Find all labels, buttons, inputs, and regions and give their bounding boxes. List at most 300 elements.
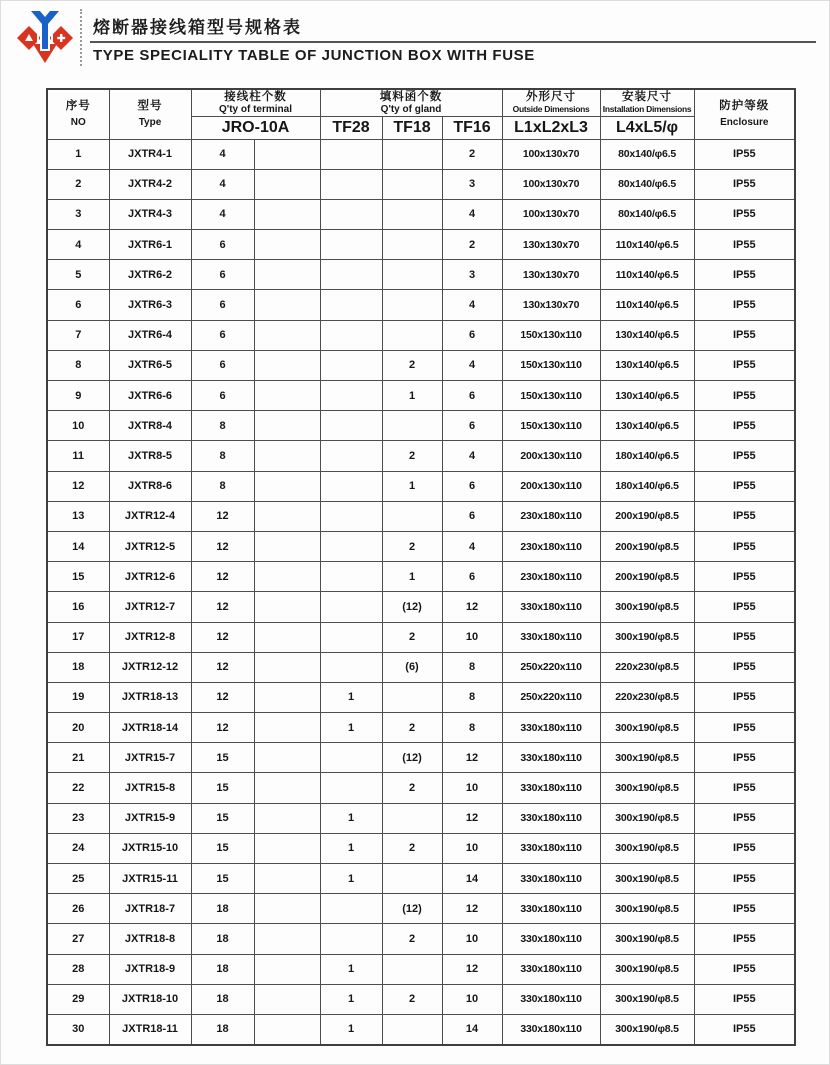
cell-outside-dim: 250x220x110 <box>502 652 600 682</box>
cell-terminal-qty: 18 <box>191 924 254 954</box>
cell-install-dim: 300x190/φ8.5 <box>600 924 694 954</box>
cell-tf16: 4 <box>442 441 502 471</box>
cell-type: JXTR15-9 <box>109 803 191 833</box>
col-header-no-zh: 序号 <box>65 100 91 113</box>
cell-enclosure: IP55 <box>694 864 795 894</box>
cell-tf28 <box>320 290 382 320</box>
cell-tf16: 14 <box>442 864 502 894</box>
cell-install-dim: 130x140/φ6.5 <box>600 411 694 441</box>
cell-no: 20 <box>47 713 109 743</box>
cell-type: JXTR6-6 <box>109 381 191 411</box>
cell-terminal-qty: 12 <box>191 592 254 622</box>
cell-enclosure: IP55 <box>694 773 795 803</box>
cell-terminal-qty: 6 <box>191 290 254 320</box>
col-header-terminal <box>191 89 320 116</box>
cell-tf18 <box>382 864 442 894</box>
cell-terminal-qty: 15 <box>191 773 254 803</box>
cell-terminal-qty: 6 <box>191 320 254 350</box>
cell-tf18 <box>382 230 442 260</box>
cell-enclosure: IP55 <box>694 924 795 954</box>
cell-enclosure: IP55 <box>694 411 795 441</box>
table-row <box>47 562 795 592</box>
cell-terminal-qty: 15 <box>191 743 254 773</box>
cell-enclosure: IP55 <box>694 350 795 380</box>
cell-type: JXTR18-13 <box>109 682 191 712</box>
cell-tf18 <box>382 139 442 169</box>
cell-tf28: 1 <box>320 984 382 1014</box>
cell-tf28: 1 <box>320 954 382 984</box>
cell-install-dim: 300x190/φ8.5 <box>600 713 694 743</box>
cell-outside-dim: 330x180x110 <box>502 713 600 743</box>
cell-tf16: 6 <box>442 320 502 350</box>
cell-no: 25 <box>47 864 109 894</box>
cell-terminal-spare <box>254 139 320 169</box>
cell-tf16: 6 <box>442 411 502 441</box>
col-header-install-zh: 安装尺寸 <box>622 91 673 104</box>
cell-terminal-spare <box>254 924 320 954</box>
cell-enclosure: IP55 <box>694 622 795 652</box>
cell-terminal-qty: 8 <box>191 471 254 501</box>
subheader-outside-dims: L1xL2xL3 <box>502 116 600 139</box>
cell-no: 14 <box>47 531 109 561</box>
cell-tf16: 8 <box>442 682 502 712</box>
cell-tf18 <box>382 1014 442 1044</box>
cell-no: 1 <box>47 139 109 169</box>
table-row <box>47 773 795 803</box>
cell-no: 2 <box>47 169 109 199</box>
cell-enclosure: IP55 <box>694 199 795 229</box>
cell-tf28 <box>320 320 382 350</box>
cell-terminal-qty: 8 <box>191 441 254 471</box>
cell-enclosure: IP55 <box>694 803 795 833</box>
cell-tf28 <box>320 592 382 622</box>
cell-tf18: (12) <box>382 743 442 773</box>
cell-type: JXTR12-7 <box>109 592 191 622</box>
col-header-outside-en: Outside Dimensions <box>512 104 590 115</box>
cell-terminal-qty: 15 <box>191 864 254 894</box>
cell-outside-dim: 150x130x110 <box>502 381 600 411</box>
cell-tf18 <box>382 199 442 229</box>
cell-terminal-spare <box>254 652 320 682</box>
cell-terminal-qty: 4 <box>191 139 254 169</box>
cell-terminal-spare <box>254 954 320 984</box>
cell-enclosure: IP55 <box>694 592 795 622</box>
cell-outside-dim: 230x180x110 <box>502 531 600 561</box>
cell-no: 13 <box>47 501 109 531</box>
cell-install-dim: 200x190/φ8.5 <box>600 562 694 592</box>
cell-install-dim: 300x190/φ8.5 <box>600 592 694 622</box>
cell-enclosure: IP55 <box>694 169 795 199</box>
cell-outside-dim: 330x180x110 <box>502 894 600 924</box>
col-header-outside-zh: 外形尺寸 <box>526 91 577 104</box>
cell-no: 8 <box>47 350 109 380</box>
cell-tf16: 10 <box>442 984 502 1014</box>
table-row <box>47 713 795 743</box>
cell-install-dim: 300x190/φ8.5 <box>600 743 694 773</box>
cell-tf28 <box>320 350 382 380</box>
table-row <box>47 381 795 411</box>
cell-install-dim: 200x190/φ8.5 <box>600 501 694 531</box>
cell-tf18 <box>382 260 442 290</box>
cell-tf16: 10 <box>442 773 502 803</box>
cell-enclosure: IP55 <box>694 984 795 1014</box>
page-title-english: TYPE SPECIALITY TABLE OF JUNCTION BOX WITH FUSE <box>93 47 535 64</box>
cell-enclosure: IP55 <box>694 139 795 169</box>
cell-terminal-spare <box>254 984 320 1014</box>
cell-tf28 <box>320 411 382 441</box>
cell-outside-dim: 200x130x110 <box>502 441 600 471</box>
cell-terminal-spare <box>254 169 320 199</box>
cell-enclosure: IP55 <box>694 954 795 984</box>
cell-tf28 <box>320 441 382 471</box>
cell-outside-dim: 130x130x70 <box>502 260 600 290</box>
cell-enclosure: IP55 <box>694 682 795 712</box>
col-header-type-en: Type <box>138 117 162 129</box>
cell-terminal-spare <box>254 501 320 531</box>
cell-terminal-qty: 18 <box>191 954 254 984</box>
cell-outside-dim: 230x180x110 <box>502 501 600 531</box>
cell-no: 26 <box>47 894 109 924</box>
table-row <box>47 290 795 320</box>
cell-tf28 <box>320 652 382 682</box>
subheader-terminal-model: JRO-10A <box>191 116 320 139</box>
table-row <box>47 652 795 682</box>
cell-terminal-spare <box>254 622 320 652</box>
cell-tf16: 8 <box>442 652 502 682</box>
cell-install-dim: 80x140/φ6.5 <box>600 169 694 199</box>
cell-enclosure: IP55 <box>694 230 795 260</box>
cell-enclosure: IP55 <box>694 652 795 682</box>
cell-terminal-qty: 4 <box>191 199 254 229</box>
cell-tf18: 2 <box>382 773 442 803</box>
cell-no: 27 <box>47 924 109 954</box>
cell-tf16: 10 <box>442 833 502 863</box>
cell-tf18 <box>382 682 442 712</box>
table-row <box>47 411 795 441</box>
table-row <box>47 1014 795 1044</box>
header-divider <box>80 9 82 66</box>
cell-tf28: 1 <box>320 713 382 743</box>
cell-no: 23 <box>47 803 109 833</box>
cell-type: JXTR18-10 <box>109 984 191 1014</box>
cell-tf18: 1 <box>382 471 442 501</box>
cell-tf16: 12 <box>442 803 502 833</box>
table-row <box>47 864 795 894</box>
cell-type: JXTR15-11 <box>109 864 191 894</box>
cell-type: JXTR18-8 <box>109 924 191 954</box>
cell-no: 15 <box>47 562 109 592</box>
cell-outside-dim: 150x130x110 <box>502 411 600 441</box>
cell-terminal-spare <box>254 260 320 290</box>
cell-outside-dim: 330x180x110 <box>502 743 600 773</box>
cell-terminal-qty: 6 <box>191 381 254 411</box>
cell-type: JXTR4-2 <box>109 169 191 199</box>
cell-tf16: 8 <box>442 713 502 743</box>
cell-type: JXTR18-14 <box>109 713 191 743</box>
cell-outside-dim: 230x180x110 <box>502 562 600 592</box>
cell-tf28 <box>320 562 382 592</box>
spec-table-container <box>46 88 794 1046</box>
cell-tf16: 2 <box>442 230 502 260</box>
cell-outside-dim: 330x180x110 <box>502 954 600 984</box>
logo-plus-h <box>57 37 65 39</box>
cell-tf18 <box>382 501 442 531</box>
cell-terminal-spare <box>254 592 320 622</box>
cell-enclosure: IP55 <box>694 713 795 743</box>
cell-no: 18 <box>47 652 109 682</box>
col-header-type <box>109 89 191 139</box>
cell-install-dim: 300x190/φ8.5 <box>600 1014 694 1044</box>
cell-tf16: 2 <box>442 139 502 169</box>
cell-install-dim: 110x140/φ6.5 <box>600 260 694 290</box>
cell-install-dim: 300x190/φ8.5 <box>600 894 694 924</box>
table-row <box>47 682 795 712</box>
cell-terminal-spare <box>254 290 320 320</box>
cell-tf16: 4 <box>442 531 502 561</box>
cell-no: 19 <box>47 682 109 712</box>
cell-tf18: 1 <box>382 562 442 592</box>
cell-terminal-spare <box>254 713 320 743</box>
cell-terminal-spare <box>254 833 320 863</box>
table-row <box>47 833 795 863</box>
cell-no: 30 <box>47 1014 109 1044</box>
cell-outside-dim: 250x220x110 <box>502 682 600 712</box>
cell-no: 11 <box>47 441 109 471</box>
cell-tf16: 6 <box>442 471 502 501</box>
cell-tf16: 12 <box>442 592 502 622</box>
cell-install-dim: 300x190/φ8.5 <box>600 954 694 984</box>
cell-outside-dim: 150x130x110 <box>502 350 600 380</box>
title-underline <box>90 41 816 43</box>
col-header-install-en: Installation Dimensions <box>602 104 692 115</box>
cell-outside-dim: 200x130x110 <box>502 471 600 501</box>
cell-terminal-qty: 8 <box>191 411 254 441</box>
cell-install-dim: 300x190/φ8.5 <box>600 864 694 894</box>
col-header-no <box>47 89 109 139</box>
cell-tf16: 12 <box>442 894 502 924</box>
cell-tf16: 4 <box>442 290 502 320</box>
cell-terminal-spare <box>254 803 320 833</box>
table-row <box>47 743 795 773</box>
cell-tf28 <box>320 501 382 531</box>
cell-tf16: 6 <box>442 562 502 592</box>
cell-terminal-spare <box>254 199 320 229</box>
cell-outside-dim: 330x180x110 <box>502 864 600 894</box>
table-row <box>47 592 795 622</box>
table-row <box>47 199 795 229</box>
cell-type: JXTR18-9 <box>109 954 191 984</box>
cell-install-dim: 220x230/φ8.5 <box>600 682 694 712</box>
cell-install-dim: 130x140/φ6.5 <box>600 320 694 350</box>
cell-tf18: (12) <box>382 592 442 622</box>
cell-install-dim: 180x140/φ6.5 <box>600 471 694 501</box>
cell-type: JXTR8-5 <box>109 441 191 471</box>
cell-terminal-qty: 6 <box>191 260 254 290</box>
cell-outside-dim: 100x130x70 <box>502 169 600 199</box>
cell-tf28 <box>320 230 382 260</box>
cell-outside-dim: 130x130x70 <box>502 290 600 320</box>
cell-tf18: 2 <box>382 350 442 380</box>
cell-tf18: (12) <box>382 894 442 924</box>
cell-terminal-qty: 18 <box>191 894 254 924</box>
cell-tf16: 14 <box>442 1014 502 1044</box>
table-row <box>47 803 795 833</box>
cell-install-dim: 110x140/φ6.5 <box>600 230 694 260</box>
page-title-chinese: 熔断器接线箱型号规格表 <box>93 18 302 37</box>
cell-tf18 <box>382 320 442 350</box>
table-row <box>47 320 795 350</box>
cell-terminal-qty: 6 <box>191 350 254 380</box>
cell-outside-dim: 330x180x110 <box>502 773 600 803</box>
cell-terminal-spare <box>254 230 320 260</box>
logo-h-mark-left <box>37 34 39 42</box>
cell-type: JXTR4-3 <box>109 199 191 229</box>
cell-tf18: (6) <box>382 652 442 682</box>
cell-no: 3 <box>47 199 109 229</box>
cell-tf28: 1 <box>320 682 382 712</box>
cell-enclosure: IP55 <box>694 894 795 924</box>
cell-terminal-qty: 12 <box>191 622 254 652</box>
subheader-tf28: TF28 <box>320 116 382 139</box>
cell-no: 5 <box>47 260 109 290</box>
cell-outside-dim: 330x180x110 <box>502 1014 600 1044</box>
cell-tf18 <box>382 954 442 984</box>
cell-tf28: 1 <box>320 803 382 833</box>
cell-install-dim: 220x230/φ8.5 <box>600 652 694 682</box>
col-header-enclosure <box>694 89 795 139</box>
cell-terminal-spare <box>254 441 320 471</box>
cell-tf28 <box>320 169 382 199</box>
cell-install-dim: 200x190/φ8.5 <box>600 531 694 561</box>
cell-enclosure: IP55 <box>694 381 795 411</box>
cell-terminal-qty: 12 <box>191 562 254 592</box>
brand-logo-icon <box>16 7 74 67</box>
cell-outside-dim: 100x130x70 <box>502 139 600 169</box>
cell-tf28 <box>320 773 382 803</box>
cell-terminal-spare <box>254 743 320 773</box>
spec-table <box>46 88 796 1046</box>
cell-terminal-qty: 6 <box>191 230 254 260</box>
table-row <box>47 894 795 924</box>
cell-terminal-spare <box>254 320 320 350</box>
cell-outside-dim: 150x130x110 <box>502 320 600 350</box>
subheader-tf18: TF18 <box>382 116 442 139</box>
cell-terminal-qty: 12 <box>191 501 254 531</box>
cell-outside-dim: 130x130x70 <box>502 230 600 260</box>
cell-enclosure: IP55 <box>694 320 795 350</box>
cell-terminal-qty: 15 <box>191 803 254 833</box>
cell-tf28 <box>320 199 382 229</box>
col-header-no-en: NO <box>70 117 86 129</box>
cell-type: JXTR12-8 <box>109 622 191 652</box>
cell-tf28 <box>320 260 382 290</box>
cell-terminal-spare <box>254 864 320 894</box>
cell-no: 6 <box>47 290 109 320</box>
subheader-install-dims: L4xL5/φ <box>600 116 694 139</box>
cell-outside-dim: 100x130x70 <box>502 199 600 229</box>
cell-tf18: 2 <box>382 441 442 471</box>
col-header-outside <box>502 89 600 116</box>
cell-tf28: 1 <box>320 864 382 894</box>
cell-type: JXTR8-6 <box>109 471 191 501</box>
cell-terminal-qty: 12 <box>191 652 254 682</box>
cell-type: JXTR15-10 <box>109 833 191 863</box>
cell-no: 28 <box>47 954 109 984</box>
col-header-terminal-en: Q'ty of terminal <box>219 103 292 115</box>
cell-type: JXTR12-4 <box>109 501 191 531</box>
cell-tf28 <box>320 622 382 652</box>
cell-enclosure: IP55 <box>694 833 795 863</box>
cell-no: 22 <box>47 773 109 803</box>
cell-enclosure: IP55 <box>694 260 795 290</box>
cell-tf16: 4 <box>442 199 502 229</box>
table-body <box>47 139 795 1045</box>
col-header-install <box>600 89 694 116</box>
cell-no: 29 <box>47 984 109 1014</box>
cell-terminal-qty: 12 <box>191 682 254 712</box>
cell-enclosure: IP55 <box>694 471 795 501</box>
cell-enclosure: IP55 <box>694 441 795 471</box>
cell-tf28 <box>320 381 382 411</box>
cell-tf18: 2 <box>382 622 442 652</box>
cell-type: JXTR6-5 <box>109 350 191 380</box>
table-row <box>47 441 795 471</box>
cell-tf28 <box>320 743 382 773</box>
cell-install-dim: 300x190/φ8.5 <box>600 773 694 803</box>
cell-outside-dim: 330x180x110 <box>502 803 600 833</box>
cell-terminal-spare <box>254 894 320 924</box>
table-row <box>47 622 795 652</box>
table-row <box>47 350 795 380</box>
cell-terminal-qty: 18 <box>191 984 254 1014</box>
cell-no: 12 <box>47 471 109 501</box>
cell-tf18: 2 <box>382 531 442 561</box>
cell-tf18 <box>382 803 442 833</box>
cell-install-dim: 110x140/φ6.5 <box>600 290 694 320</box>
cell-tf28: 1 <box>320 1014 382 1044</box>
cell-enclosure: IP55 <box>694 1014 795 1044</box>
table-row <box>47 531 795 561</box>
table-row <box>47 501 795 531</box>
cell-type: JXTR12-5 <box>109 531 191 561</box>
cell-tf18 <box>382 169 442 199</box>
cell-tf28: 1 <box>320 833 382 863</box>
cell-terminal-spare <box>254 773 320 803</box>
cell-terminal-spare <box>254 381 320 411</box>
cell-terminal-qty: 4 <box>191 169 254 199</box>
cell-enclosure: IP55 <box>694 290 795 320</box>
col-header-gland-en: Q'ty of gland <box>380 103 442 115</box>
cell-outside-dim: 330x180x110 <box>502 592 600 622</box>
table-row <box>47 260 795 290</box>
cell-no: 21 <box>47 743 109 773</box>
cell-no: 7 <box>47 320 109 350</box>
cell-type: JXTR18-11 <box>109 1014 191 1044</box>
cell-tf28 <box>320 924 382 954</box>
cell-type: JXTR6-3 <box>109 290 191 320</box>
cell-tf16: 12 <box>442 743 502 773</box>
table-row <box>47 471 795 501</box>
cell-tf18 <box>382 290 442 320</box>
cell-terminal-spare <box>254 411 320 441</box>
cell-tf28 <box>320 531 382 561</box>
cell-install-dim: 300x190/φ8.5 <box>600 833 694 863</box>
cell-no: 16 <box>47 592 109 622</box>
cell-tf18: 1 <box>382 381 442 411</box>
table-row <box>47 139 795 169</box>
cell-tf28 <box>320 139 382 169</box>
cell-tf16: 6 <box>442 381 502 411</box>
